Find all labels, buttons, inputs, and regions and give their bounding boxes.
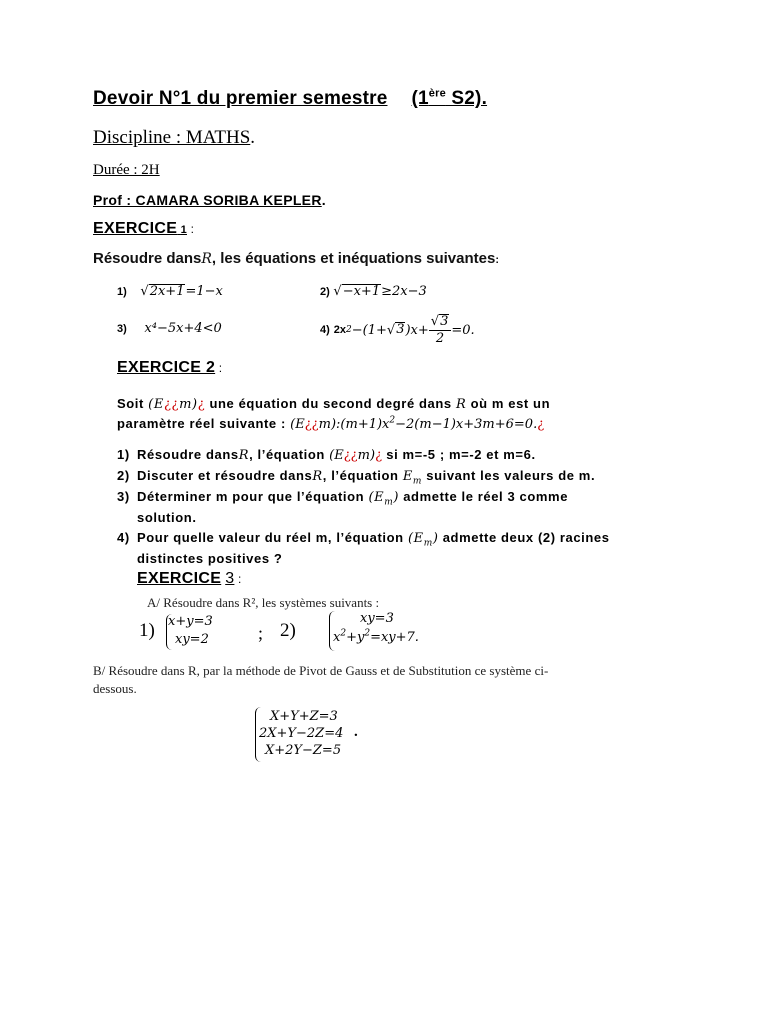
ex2-q2-c: suivant les valeurs de m. [422,468,596,483]
ex2-q3-cont [117,508,610,528]
title-class-open: (1 [411,88,429,109]
ex3-sys1-label: 1) [139,620,155,641]
discipline-line: Discipline : MATHS. [93,127,256,148]
ex3-heading [137,570,242,588]
ex2-intro-line-2 [117,416,544,432]
ex1-item-1: 1) √2x+1=1−x [117,284,223,299]
ex2-heading [117,359,222,377]
ex1-item-4-mid: −(1+ [351,322,387,338]
ex3-sys3-l3: X+2Y−Z=5 [265,743,342,758]
ex2-q3-b: admette le réel 3 comme [399,489,569,504]
ex3-sys2-label: 2) [280,620,296,641]
ex2-q4-c: distinctes positives ? [137,551,283,566]
ex1-item-4-coef: 2x [333,324,347,336]
ex1-heading-text: EXERCICE [93,220,178,237]
ex3-part-a: A/ Résoudre dans R², les systèmes suivants : [147,595,380,610]
ex2-heading-text: EXERCICE 2 [117,359,216,376]
ex1-item-4-label: 4) [320,324,330,336]
ex1-number: 1 [180,224,187,236]
ex1-heading [93,220,194,238]
ex2-q4-b: admette deux (2) racines [438,530,610,545]
title-class-sup: ère [428,87,446,100]
discipline-text: Discipline : MATHS [93,127,251,148]
ex2-q4-cont [117,549,610,569]
ex1-item-3-label: 3) [117,323,127,335]
ex1-colon: : [186,222,195,236]
ex1-item-4-mid2: )x+ [405,322,429,338]
ex2-intro-1b: une équation du second degré dans [205,396,456,411]
ex1-item-1-rest: =1−x [185,284,223,299]
ex3-sys1-l2: xy=2 [175,632,209,647]
ex2-q3: 3) Déterminer m pour que l’équation $(E_m)$ admette le réel 3 comme [117,489,569,508]
ex1-item-2-radicand: −x+1 [342,284,381,299]
ex2-q3-c: solution. [137,510,197,525]
ex2-q1-c: si m=-5 ; m=-2 et m=6. [382,447,536,462]
ex3-sys3-end: . [354,724,358,740]
document-title [93,88,487,110]
title-class-close: S2). [445,88,488,109]
ex3-part-b-line-2: dessous. [93,681,137,696]
ex2-q2-label: 2) [117,468,130,483]
ex1-item-1-radicand: 2x+1 [149,284,185,299]
ex2-q1-label: 1) [117,447,130,462]
ex1-item-4-end: =0. [451,322,475,338]
ex1-item-4-frac-den: 2 [435,330,445,346]
ex2-q1: 1) Résoudre dansR, l’équation (E¿¿m)¿ si m=-5 ; m=-2 et m=6. [117,447,536,463]
ex3-sys2-l2: $x^2+y^2=xy+7$. [333,628,419,645]
ex2-q3-a: Déterminer m pour que l’équation [137,489,369,504]
ex2-q4-a: Pour quelle valeur du réel m, l’équation [137,530,408,545]
ex3-separator: ; [258,623,264,643]
ex3-sys1-l1: x+y=3 [168,614,213,629]
ex2-intro-line-1 [117,396,550,412]
ex1-item-2-label: 2) [320,286,330,298]
ex2-q1-b: , l’équation [249,447,330,462]
ex2-equation: $(E¿¿m):(m+1)x^2-2(m-1)x+3m+6=0.¿$ [290,415,545,432]
ex2-colon: : [215,361,223,375]
ex3-sys3-l2: 2X+Y−2Z=4 [259,726,344,741]
ex2-em-label: (E¿¿m)¿ [148,397,206,412]
ex1-item-3 [117,320,222,336]
ex2-q3-label: 3) [117,489,130,504]
ex2-set-r: R [455,397,467,412]
ex3-part-b-line-1: B/ Résoudre dans R, par la méthode de Pivot de Gauss et de Substitution ce système ci- [93,663,549,678]
ex2-q4-label: 4) [117,530,130,545]
duration-line: Durée : 2H [93,162,160,178]
ex1-item-4-rad3: 3 [396,322,405,338]
ex2-q1-a: Résoudre dans [137,447,239,462]
prof-line: Prof : CAMARA SORIBA KEPLER. [93,192,326,208]
ex1-item-3-expr: x⁴−5x+4<0 [144,321,222,336]
ex1-item-2: 2) √−x+1≥2x−3 [320,284,427,299]
ex2-intro-1c: où m est un [466,396,551,411]
ex1-item-4: 4) 2x 2 −(1+ √ 3 )x+ $\frac{√3}{2}$ =0. [320,314,475,346]
ex2-q4: 4) Pour quelle valeur du réel m, l’équation $(E_m)$ admette deux (2) racines [117,530,610,549]
ex3-colon: : [234,572,242,586]
ex2-q2: 2) Discuter et résoudre dansR, l’équation $E_m$ suivant les valeurs de m. [117,468,596,487]
ex1-instruction-a: Résoudre dans [93,250,202,267]
ex2-intro-1a: Soit [117,396,149,411]
ex1-item-1-label: 1) [117,286,127,298]
ex1-instruction-b: , les équations et inéquations suivantes [211,250,496,267]
ex2-q2-a: Discuter et résoudre dans [137,468,313,483]
ex1-item-4-frac-num: 3 [440,314,449,330]
ex2-q2-b: , l’équation [322,468,403,483]
ex3-sys2-l1: xy=3 [360,611,394,626]
title-main: Devoir N°1 du premier semestre [93,88,388,109]
prof-text: Prof : CAMARA SORIBA KEPLER [93,192,322,208]
ex3-sys3-l1: X+Y+Z=3 [270,709,338,724]
ex1-instruction: Résoudre dansR, les équations et inéquations suivantes: [93,250,499,267]
ex1-item-2-rest: ≥2x−3 [381,284,427,299]
ex2-intro-2a: paramètre réel suivante : [117,416,291,431]
ex2-questions [117,445,610,569]
ex1-set: R [201,251,212,267]
ex3-heading-text: EXERCICE [137,570,222,587]
ex3-number: 3 [225,570,235,587]
